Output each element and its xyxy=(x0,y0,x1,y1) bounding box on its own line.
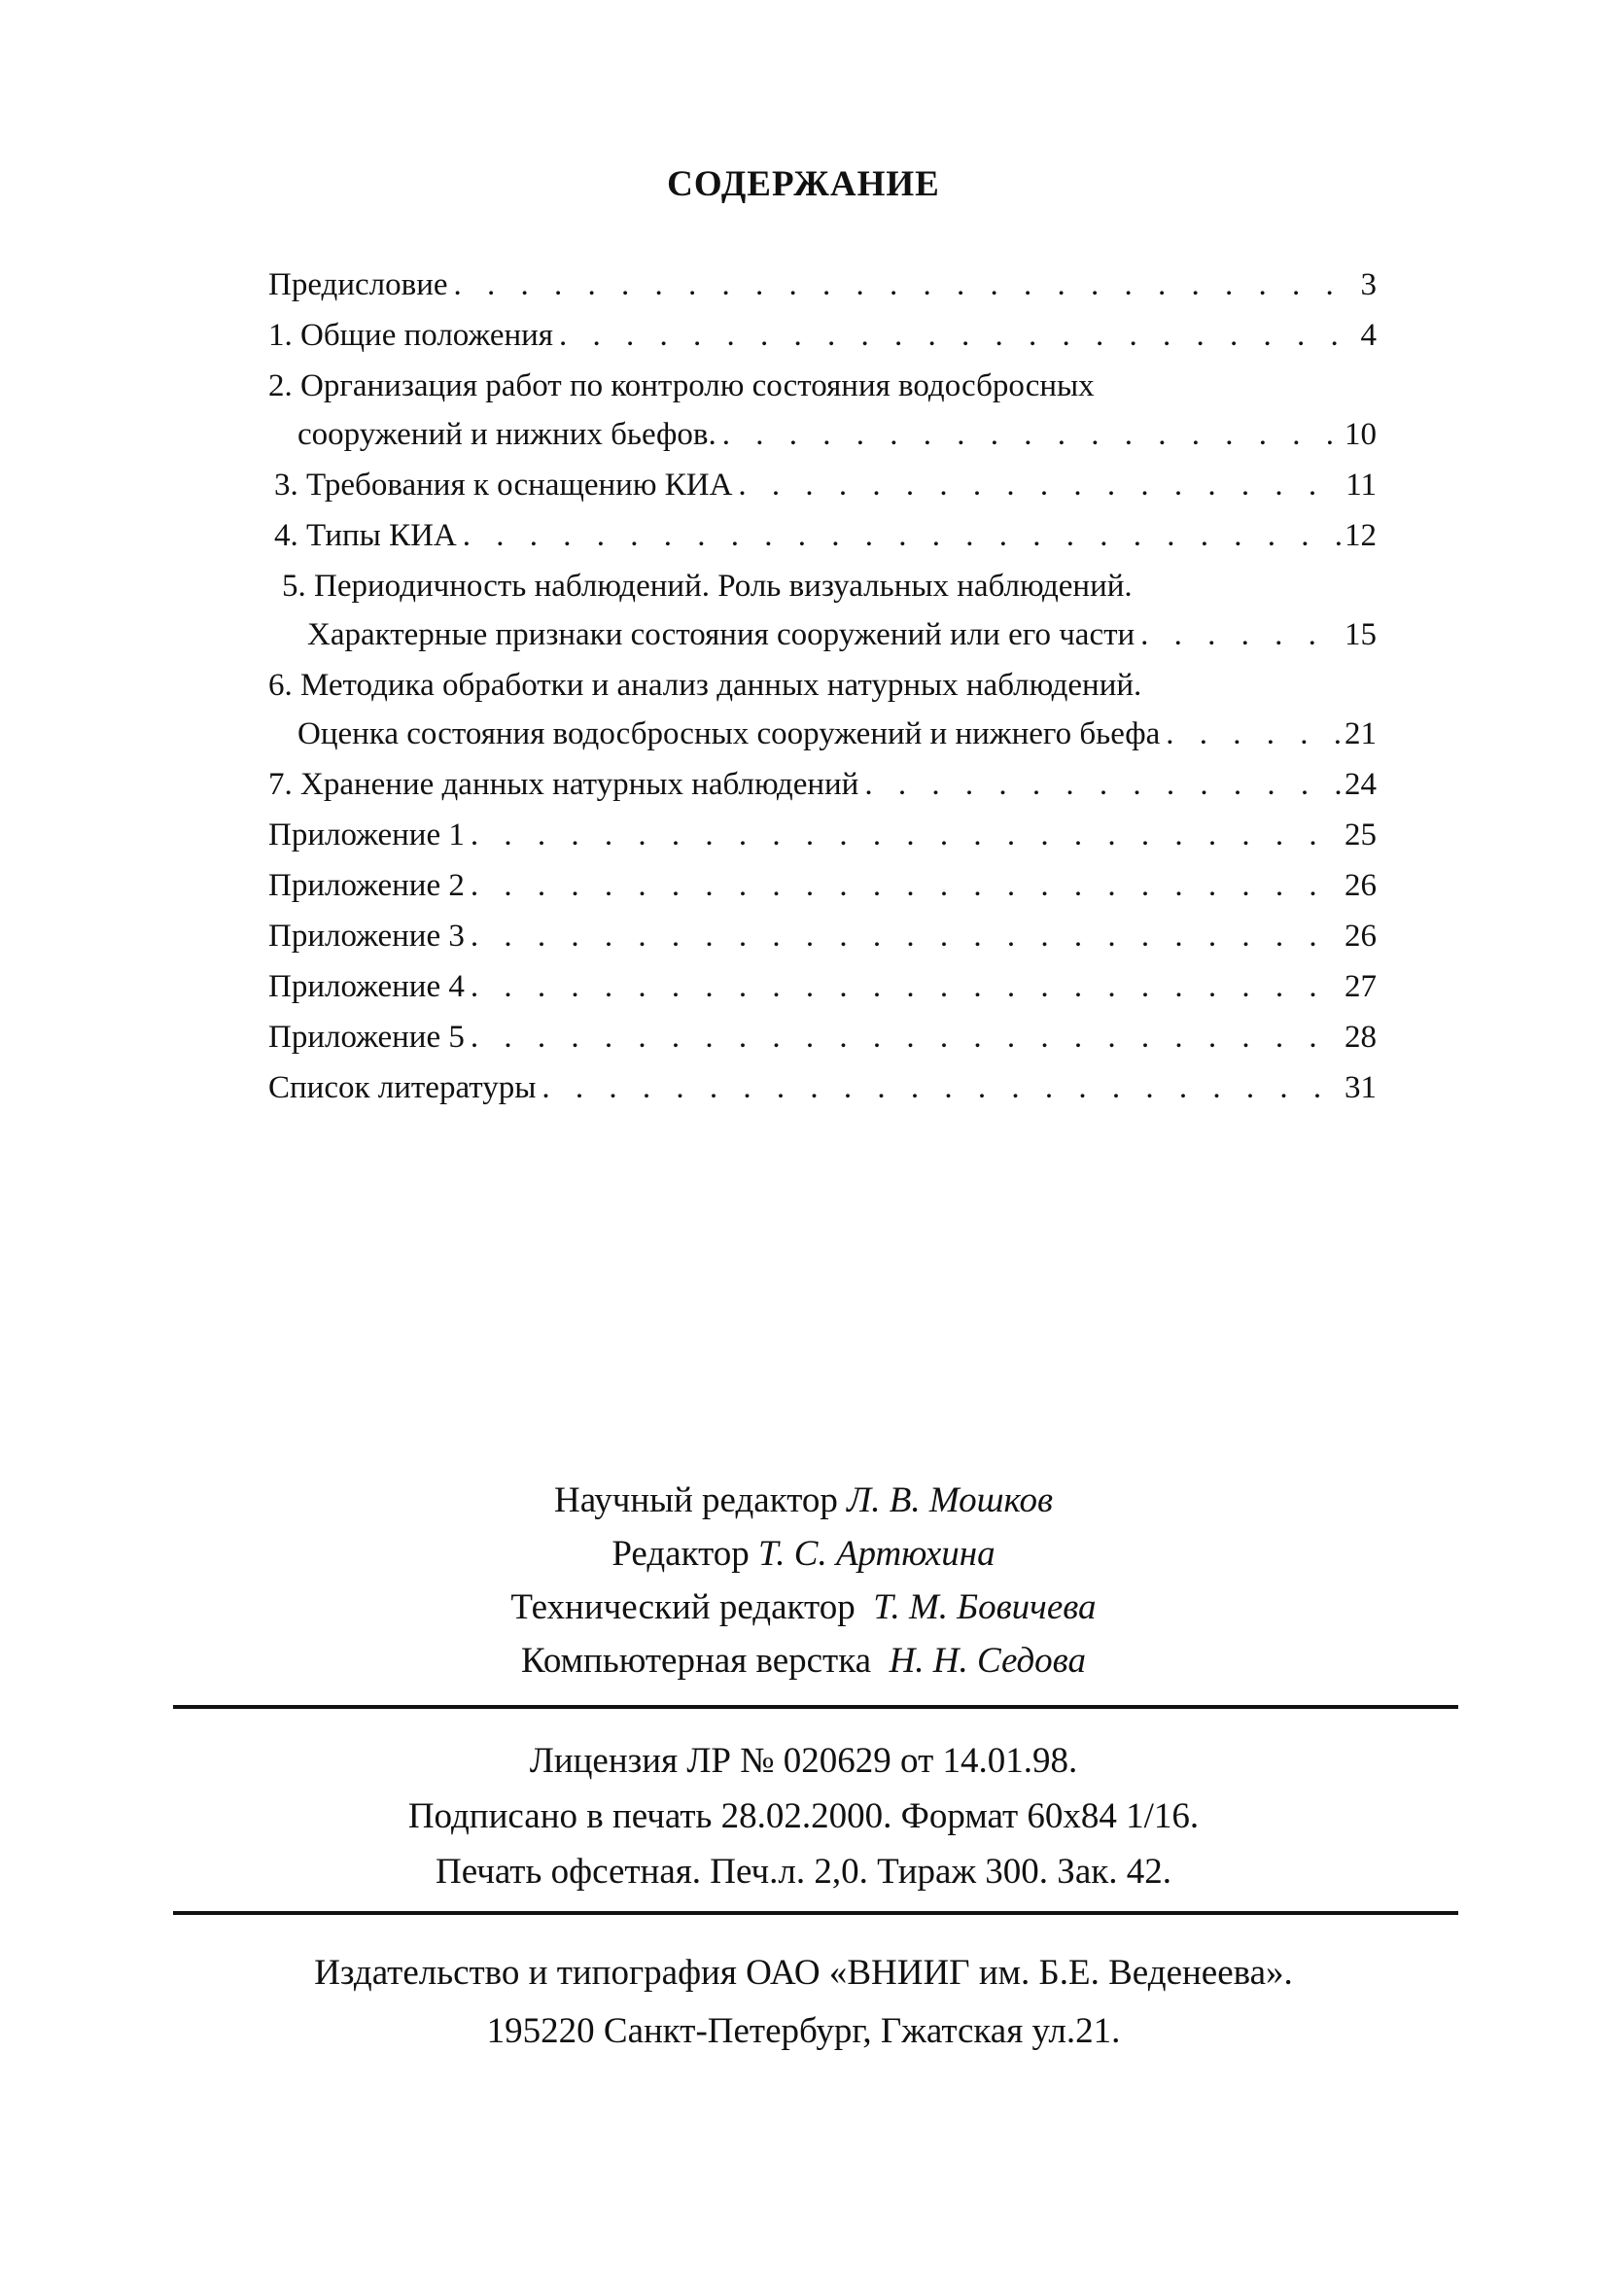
license-line: Лицензия ЛР № 020629 от 14.01.98. xyxy=(529,1741,1078,1781)
toc-leader-dots xyxy=(541,1063,1341,1112)
toc-entry-page: 3 xyxy=(1360,267,1377,302)
toc-entry-appendix-3 xyxy=(268,912,1377,962)
credit-role: Научный редактор xyxy=(553,1480,838,1520)
divider-rule xyxy=(173,1911,1458,1915)
toc-entry-page: 11 xyxy=(1345,468,1377,503)
toc-entry-label: 6. Методика обработки и анализ данных натурных наблюдений. xyxy=(268,661,1147,710)
credit-scientific-editor xyxy=(0,1474,1607,1527)
toc-entry-label: 3. Требования к оснащению КИА xyxy=(268,461,738,509)
credit-role: Компьютерная верстка xyxy=(521,1641,872,1681)
toc-leader-dots xyxy=(471,861,1341,910)
print-details-line: Печать офсетная. Печ.л. 2,0. Тираж 300. Зак. 42. xyxy=(436,1852,1171,1892)
toc-entry-page: 4 xyxy=(1360,318,1377,353)
credit-tech-editor xyxy=(0,1581,1607,1634)
toc-entry-label: Приложение 3 xyxy=(268,912,471,960)
toc-leader-dots xyxy=(1166,710,1341,758)
toc-entry-label: Характерные признаки состояния сооружений или его части xyxy=(268,610,1140,659)
toc-entry-section-7 xyxy=(268,760,1377,811)
toc-entry-section-4 xyxy=(268,511,1377,562)
toc-entry-page: 12 xyxy=(1345,518,1377,553)
publisher-address: 195220 Санкт-Петербург, Гжатская ул.21. xyxy=(486,2011,1121,2051)
toc-entry-page: 31 xyxy=(1345,1070,1377,1105)
toc-entry-page: 26 xyxy=(1345,919,1377,954)
toc-entry-references xyxy=(268,1063,1377,1114)
toc-entry-section-3 xyxy=(268,461,1377,511)
toc-leader-dots xyxy=(1140,610,1341,659)
toc-entry-appendix-5 xyxy=(268,1013,1377,1063)
toc-leader-dots xyxy=(738,461,1342,509)
toc-entry-label: Приложение 4 xyxy=(268,962,471,1011)
toc-title: СОДЕРЖАНИЕ xyxy=(667,164,940,204)
toc-entry-appendix-4 xyxy=(268,962,1377,1013)
toc-leader-dots xyxy=(559,311,1357,360)
toc-entry-label: сооружений и нижних бьефов. xyxy=(268,410,722,459)
toc-entry-label: 4. Типы КИА xyxy=(268,511,463,560)
toc-entry-section-1 xyxy=(268,311,1377,362)
toc-entry-page: 21 xyxy=(1345,716,1377,751)
toc-entry-page: 25 xyxy=(1345,818,1377,852)
toc-entry-appendix-1 xyxy=(268,811,1377,861)
toc-entry-section-6-line1 xyxy=(268,661,1377,710)
credit-name: Т. М. Бовичева xyxy=(873,1587,1097,1627)
toc-entry-label: Приложение 5 xyxy=(268,1013,471,1061)
toc-entry-page: 26 xyxy=(1345,868,1377,903)
toc-entry-section-5 xyxy=(268,610,1377,661)
toc-entry-page: 28 xyxy=(1345,1020,1377,1055)
toc-entry-page: 10 xyxy=(1345,417,1377,452)
toc-entry-page: 27 xyxy=(1345,969,1377,1004)
toc-entry-section-5-line1 xyxy=(268,562,1377,610)
toc-entry-label: 5. Периодичность наблюдений. Роль визуальных наблюдений. xyxy=(268,562,1138,610)
toc-entry-label: 7. Хранение данных натурных наблюдений xyxy=(268,760,864,809)
toc-leader-dots xyxy=(471,912,1341,960)
credit-name: Т. С. Артюхина xyxy=(758,1534,996,1574)
toc-entry-page: 24 xyxy=(1345,767,1377,802)
toc-entry-label: Приложение 2 xyxy=(268,861,471,910)
divider-rule xyxy=(173,1705,1458,1709)
publisher-name: Издательство и типография ОАО «ВНИИГ им. Б.Е. Веденеева». xyxy=(314,1953,1293,1993)
toc-entry-preface xyxy=(268,261,1377,311)
toc-entry-label: Приложение 1 xyxy=(268,811,471,859)
table-of-contents xyxy=(268,261,1377,1114)
toc-leader-dots xyxy=(722,410,1341,459)
toc-entry-label: Список литературы xyxy=(268,1063,541,1112)
credits-block xyxy=(0,1474,1607,1687)
toc-entry-label: 2. Организация работ по контролю состояния водосбросных xyxy=(268,362,1100,410)
license-block xyxy=(0,1733,1607,1899)
credit-role: Технический редактор xyxy=(510,1587,856,1627)
toc-entry-label: Предисловие xyxy=(268,261,454,309)
toc-entry-page: 15 xyxy=(1345,617,1377,652)
toc-entry-section-6 xyxy=(268,710,1377,760)
toc-leader-dots xyxy=(471,1013,1341,1061)
toc-entry-label: Оценка состояния водосбросных сооружений и нижнего бьефа xyxy=(268,710,1166,758)
toc-leader-dots xyxy=(471,811,1341,859)
credit-layout xyxy=(0,1634,1607,1687)
credit-editor xyxy=(0,1527,1607,1581)
credit-name: Л. В. Мошков xyxy=(847,1480,1054,1520)
toc-entry-section-2-line1 xyxy=(268,362,1377,410)
toc-leader-dots xyxy=(463,511,1341,560)
toc-entry-appendix-2 xyxy=(268,861,1377,912)
toc-entry-section-2 xyxy=(268,410,1377,461)
credit-role: Редактор xyxy=(611,1534,750,1574)
credit-name: Н. Н. Седова xyxy=(889,1641,1086,1681)
print-signed-line: Подписано в печать 28.02.2000. Формат 60x84 1/16. xyxy=(407,1796,1200,1836)
toc-leader-dots xyxy=(471,962,1341,1011)
toc-leader-dots xyxy=(454,261,1357,309)
publisher-block xyxy=(0,1944,1607,2061)
toc-leader-dots xyxy=(864,760,1341,809)
toc-entry-label: 1. Общие положения xyxy=(268,311,559,360)
